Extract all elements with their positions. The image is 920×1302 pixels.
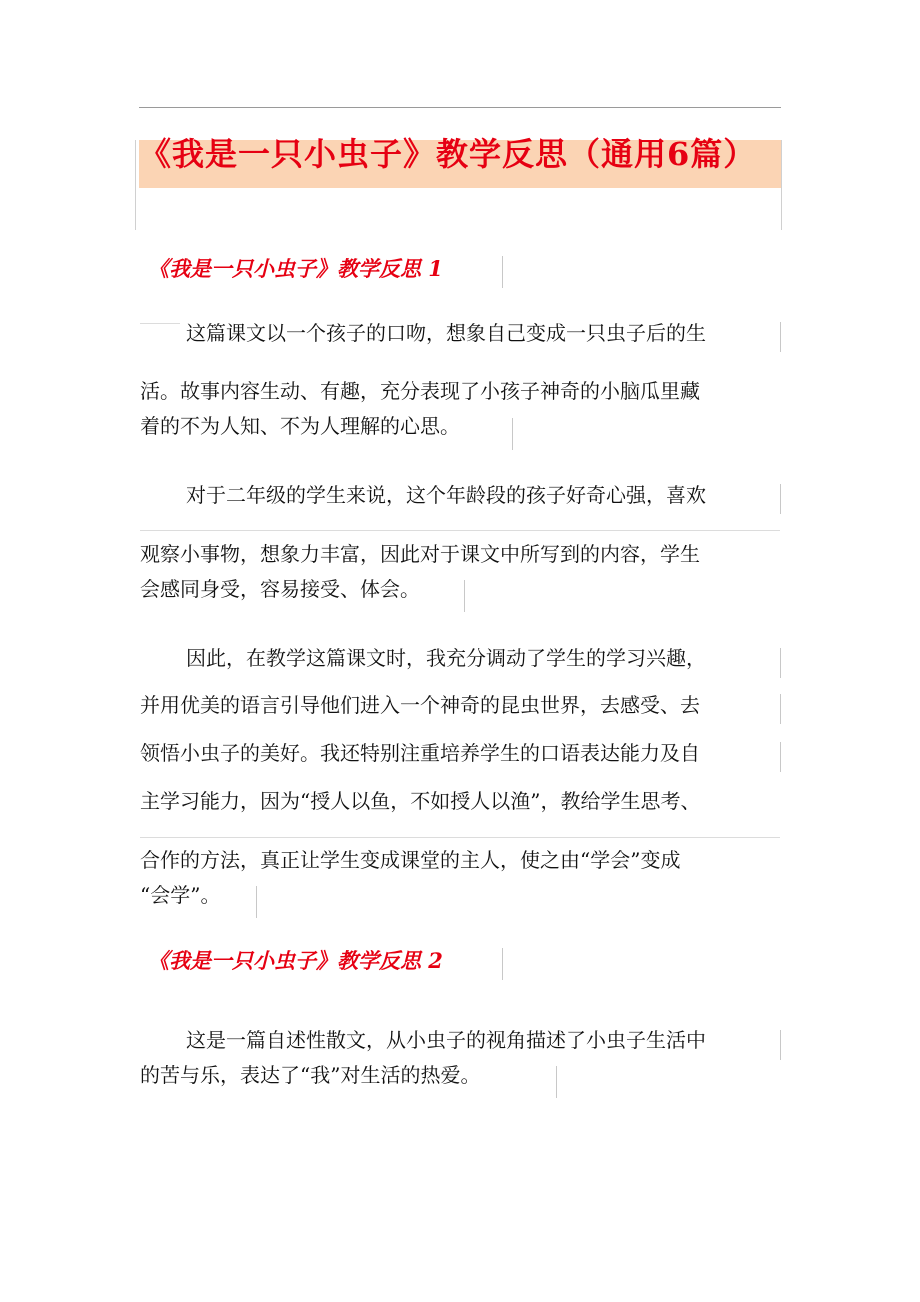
line-mark [780,484,781,514]
text-line: 合作的方法，真正让学生变成课堂的主人，使之由“学会”变成 [140,848,681,872]
line-mark [140,837,780,838]
section-heading-1: 《我是一只小虫子》教学反思 1 [148,256,443,281]
line-mark [780,694,781,724]
top-rule [139,107,781,108]
text-line: 因此，在教学这篇课文时，我充分调动了学生的学习兴趣， [186,646,706,670]
line-mark [140,323,180,324]
text-line: 对于二年级的学生来说，这个年龄段的孩子好奇心强，喜欢 [186,483,706,507]
section-heading-2: 《我是一只小虫子》教学反思 2 [148,948,443,973]
text-line: 这是一篇自述性散文，从小虫子的视角描述了小虫子生活中 [186,1028,706,1052]
text-line: 着的不为人知、不为人理解的心思。 [140,414,460,438]
section-2-heading-mark [502,948,503,980]
text-line: 领悟小虫子的美好。我还特别注重培养学生的口语表达能力及自 [140,741,700,765]
line-mark [464,580,465,612]
text-line: 观察小事物，想象力丰富，因此对于课文中所写到的内容，学生 [140,542,700,566]
text-line: 活。故事内容生动、有趣，充分表现了小孩子神奇的小脑瓜里藏 [140,379,700,403]
text-line: 的苦与乐，表达了“我”对生活的热爱。 [140,1063,481,1087]
line-mark [780,322,781,352]
line-mark [140,530,780,531]
title-frame-left [135,140,136,230]
line-mark [556,1066,557,1098]
document-title: 《我是一只小虫子》教学反思（通用6篇） [139,135,757,173]
text-line: 并用优美的语言引导他们进入一个神奇的昆虫世界，去感受、去 [140,693,700,717]
line-mark [512,418,513,450]
text-line: 这篇课文以一个孩子的口吻，想象自己变成一只虫子后的生 [186,321,706,345]
text-line: 会感同身受，容易接受、体会。 [140,577,420,601]
section-1-heading-mark [502,256,503,288]
text-line: 主学习能力，因为“授人以鱼，不如授人以渔”，教给学生思考、 [140,789,701,813]
line-mark [780,1030,781,1060]
line-mark [780,648,781,678]
line-mark [256,886,257,918]
text-line: “会学”。 [140,883,221,907]
line-mark [780,742,781,772]
